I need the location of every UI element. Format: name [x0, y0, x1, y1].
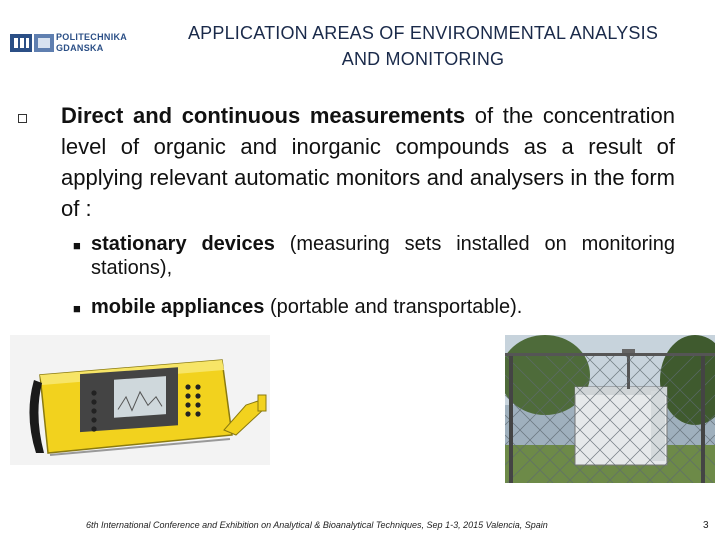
sub-bullet-icon: ■ [73, 238, 81, 253]
portable-analyser-image [10, 335, 270, 465]
logo-line-1: POLITECHNIKA [56, 32, 128, 42]
sub-item-rest: (measuring sets installed on monitoring stations), [91, 233, 675, 279]
main-bullet-text [61, 100, 675, 224]
title-line-2: AND MONITORING [341, 49, 505, 69]
square-bullet-icon [18, 114, 27, 123]
monitoring-station-image [505, 335, 715, 483]
sub-item-bold: stationary devices [91, 233, 275, 255]
footer-text: 6th International Conference and Exhibition on Analytical & Bioanalytical Techniques, Sep 1-3, 2015 Valencia, Spain [86, 520, 548, 530]
logo-line-2: GDANSKA [56, 43, 104, 53]
sub-item-stationary [73, 232, 675, 280]
sub-item-rest: (portable and transportable). [264, 296, 523, 318]
title-line-1: APPLICATION AREAS OF ENVIRONMENTAL ANALYSIS [187, 23, 659, 43]
sub-bullet-icon: ■ [73, 301, 81, 316]
main-bullet-rest: of the concentration level of organic and inorganic compounds as a result of applying relevant automatic monitors and analysers in the form of : [61, 103, 675, 221]
main-bullet-bold: Direct and continuous measurements [61, 103, 466, 128]
page-number: 3 [703, 520, 709, 531]
slide-title [128, 20, 718, 72]
logo-text [56, 32, 127, 54]
sub-item-mobile [73, 295, 675, 319]
sub-item-bold: mobile appliances [91, 296, 265, 318]
